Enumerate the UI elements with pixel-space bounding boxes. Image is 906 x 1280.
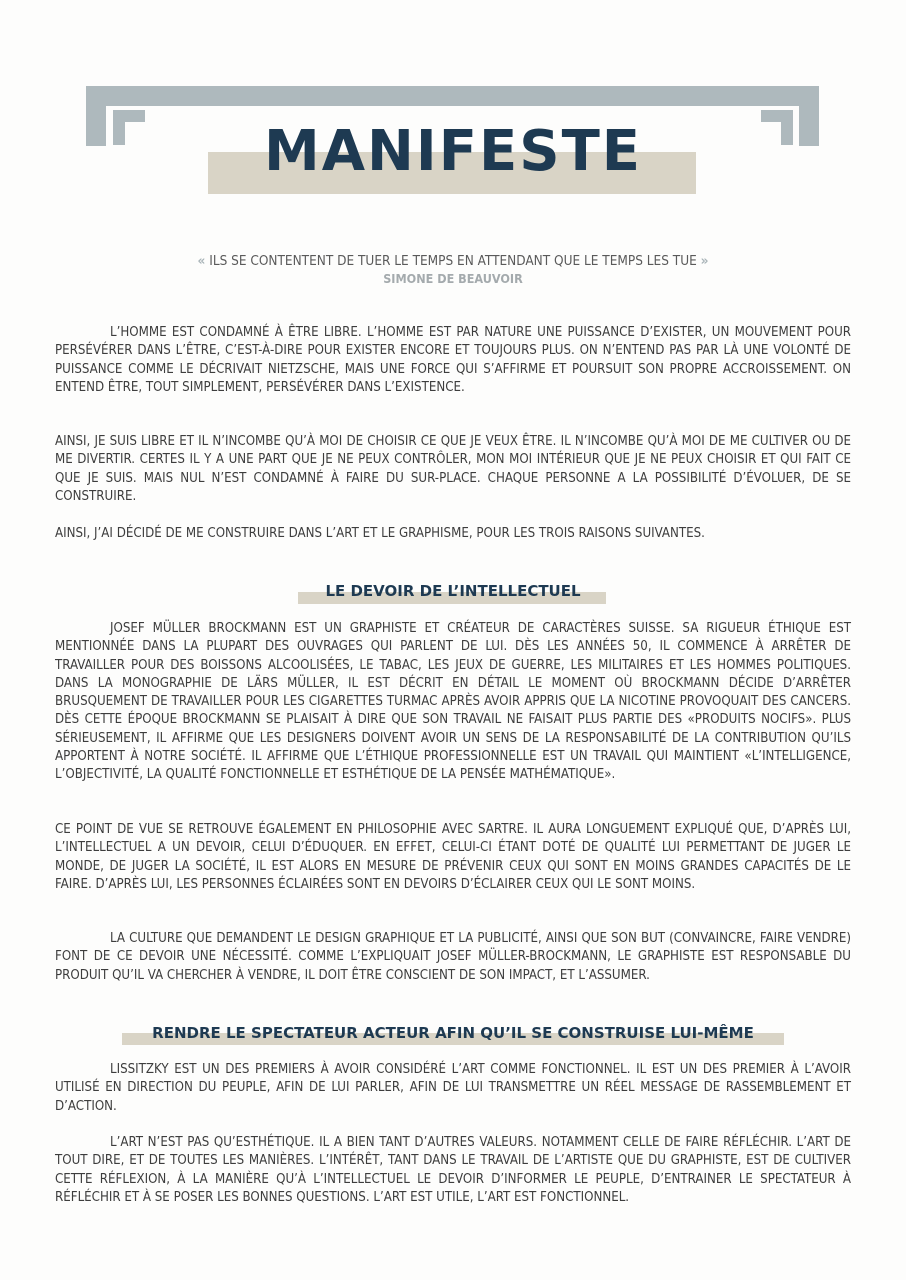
quote-open-mark: « (197, 253, 206, 269)
epigraph-quote (0, 252, 906, 270)
intro-paragraph: AINSI, JE SUIS LIBRE ET IL N’INCOMBE QU’À MOI DE CHOISIR CE QUE JE VEUX ÊTRE. IL N’INCOMBE QU’À MOI DE ME CULTIVER OU DE ME DIVERTIR. CERTES IL Y A UNE PART QUE JE NE PEUX CONTRÔLER, MON MOI INTÉRIEUR QUE JE NE PEUX CHOISIR ET QUI FAIT CE QUE JE SUIS. MAIS NUL N’EST CONDAMNÉ À FAIRE DU SUR-PLACE. CHAQUE PERSONNE A LA POSSIBILITÉ D’ÉVOLUER, DE SE CONSTRUIRE. (55, 434, 851, 504)
body-paragraph: JOSEF MÜLLER BROCKMANN EST UN GRAPHISTE ET CRÉATEUR DE CARACTÈRES SUISSE. SA RIGUEUR ÉTHIQUE EST MENTIONNÉE DANS LA PLUPART DES OUVRAGES QUI PARLENT DE LUI. DÈS LES ANNÉES 50, IL COMMENCE À ARRÊTER DE TRAVAILLER POUR DES BOISSONS ALCOOLISÉES, LE TABAC, LES JEUX DE GUERRE, LES MILITAIRES ET LES HOMMES POLITIQUES. DANS LA MONOGRAPHIE DE LÄRS MÜLLER, IL EST DÉCRIT EN DÉTAIL LE MOMENT OÙ BROCKMANN DÉCIDE D’ARRÊTER BRUSQUEMENT DE TRAVAILLER POUR LES CIGARETTES TURMAC APRÈS AVOIR APPRIS QUE LA NICOTINE PROVOQUAIT DES CANCERS. DÈS CETTE ÉPOQUE BROCKMANN SE PLAISAIT À DIRE QUE SON TRAVAIL NE FAISAIT PLUS PARTIE DES «PRODUITS NOCIFS». PLUS SÉRIEUSEMENT, IL AFFIRME QUE LES DESIGNERS DOIVENT AVOIR UN SENS DE LA RESPONSABILITÉ DE LA CONTRIBUTION QU’ILS APPORTENT À NOTRE SOCIÉTÉ. IL AFFIRME QUE L’ÉTHIQUE PROFESSIONNELLE EST UN TRAVAIL QUI MAINTIENT «L’INTELLIGENCE, L’OBJECTIVITÉ, LA QUALITÉ FONCTIONNELLE ET ESTHÉTIQUE DE LA PENSÉE MATHÉMATIQUE». (55, 621, 851, 783)
page-title: MANIFESTE (263, 119, 643, 184)
intro-paragraph: L’HOMME EST CONDAMNÉ À ÊTRE LIBRE. L’HOMME EST PAR NATURE UNE PUISSANCE D’EXISTER, UN MOUVEMENT POUR PERSÉVÉRER DANS L’ÊTRE, C’EST-À-DIRE POUR EXISTER ENCORE ET TOUJOURS PLUS. ON N’ENTEND PAS PAR LÀ UNE VOLONTÉ DE PUISSANCE COMME LE DÉCRIVAIT NIETZSCHE, MAIS UNE FORCE QUI S’AFFIRME ET POURSUIT SON PROPRE ACCROISSEMENT. ON ENTEND ÊTRE, TOUT SIMPLEMENT, PERSÉVÉRER DANS L’EXISTENCE. (55, 325, 851, 395)
quote-close-mark: » (700, 253, 709, 269)
body-paragraph: LISSITZKY EST UN DES PREMIERS À AVOIR CONSIDÉRÉ L’ART COMME FONCTIONNEL. IL EST UN DES PREMIER À L’AVOIR UTILISÉ EN DIRECTION DU PEUPLE, AFIN DE LUI PARLER, AFIN DE LUI TRANSMETTRE UN RÉEL MESSAGE DE RASSEMBLEMENT ET D’ACTION. (55, 1062, 851, 1114)
section-heading: RENDRE LE SPECTATEUR ACTEUR AFIN QU’IL SE CONSTRUISE LUI-MÊME (152, 1024, 754, 1042)
body-paragraph: CE POINT DE VUE SE RETROUVE ÉGALEMENT EN PHILOSOPHIE AVEC SARTRE. IL AURA LONGUEMENT EXPLIQUÉ QUE, D’APRÈS LUI, L’INTELLECTUEL A UN DEVOIR, CELUI D’ÉDUQUER. EN EFFET, CELUI-CI ÉTANT DOTÉ DE QUALITÉ LUI PERMETTANT DE JUGER LE MONDE, DE JUGER LA SOCIÉTÉ, IL EST ALORS EN MESURE DE PRÉVENIR CEUX QUI SONT EN MOINS GRANDES CAPACITÉS DE LE FAIRE. D’APRÈS LUI, LES PERSONNES ÉCLAIRÉES SONT EN DEVOIRS D’ÉCLAIRER CEUX QUI LE SONT MOINS. (55, 822, 851, 892)
quote-author: SIMONE DE BEAUVOIR (383, 271, 523, 286)
intro-paragraph: AINSI, J’AI DÉCIDÉ DE ME CONSTRUIRE DANS L’ART ET LE GRAPHISME, POUR LES TROIS RAISONS SUIVANTES. (55, 526, 705, 541)
header-frame-top (86, 86, 819, 106)
section-heading: LE DEVOIR DE L’INTELLECTUEL (325, 582, 581, 600)
quote-text: ILS SE CONTENTENT DE TUER LE TEMPS EN ATTENDANT QUE LE TEMPS LES TUE (209, 253, 697, 269)
body-paragraph: L’ART N’EST PAS QU’ESTHÉTIQUE. IL A BIEN TANT D’AUTRES VALEURS. NOTAMMENT CELLE DE FAIRE RÉFLÉCHIR. L’ART DE TOUT DIRE, ET DE TOUTES LES MANIÈRES. L’INTÉRÊT, TANT DANS LE TRAVAIL DE L’ARTISTE QUE DU GRAPHISTE, EST DE CULTIVER CETTE RÉFLEXION, À LA MANIÈRE QU’À L’INTELLECTUEL LE DEVOIR D’INFORMER LE PEUPLE, D’ENTRAINER LE SPECTATEUR À RÉFLÉCHIR ET À SE POSER LES BONNES QUESTIONS. L’ART EST UTILE, L’ART EST FONCTIONNEL. (55, 1135, 851, 1205)
body-paragraph: LA CULTURE QUE DEMANDENT LE DESIGN GRAPHIQUE ET LA PUBLICITÉ, AINSI QUE SON BUT (CONVAINCRE, FAIRE VENDRE) FONT DE CE DEVOIR UNE NÉCESSITÉ. COMME L’EXPLIQUAIT JOSEF MÜLLER-BROCKMANN, LE GRAPHISTE EST RESPONSABLE DU PRODUIT QU’IL VA CHERCHER À VENDRE, IL DOIT ÊTRE CONSCIENT DE SON IMPACT, ET L’ASSUMER. (55, 931, 851, 983)
